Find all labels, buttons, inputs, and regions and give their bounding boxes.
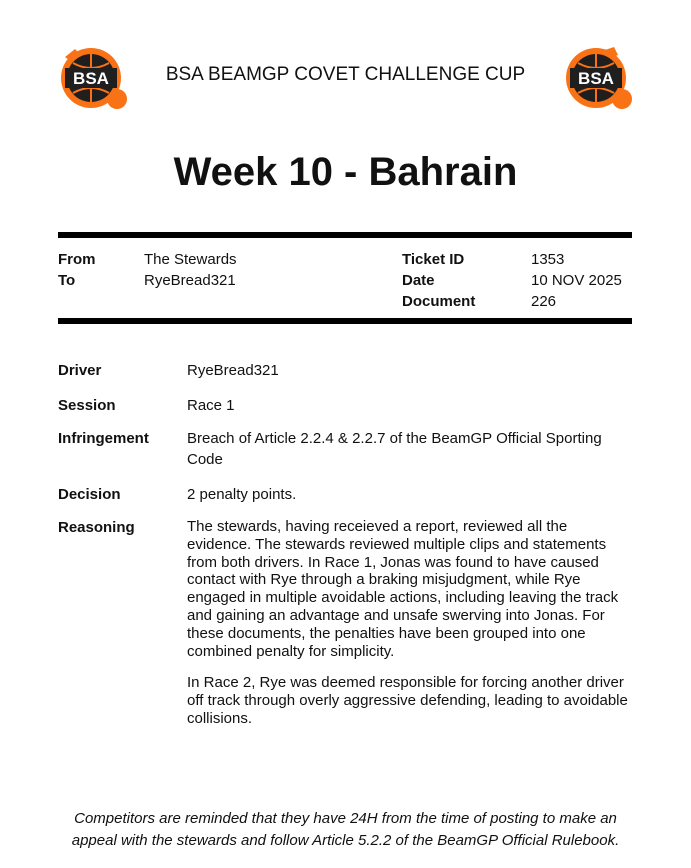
reasoning-paragraph: In Race 2, Rye was deemed responsible for forcing another driver off track through overly aggressive defending, leading to avoidable collisions. (187, 674, 628, 727)
date-value: 10 NOV 2025 (531, 272, 622, 289)
reasoning-value (187, 518, 635, 742)
logo-text: BSA (73, 69, 109, 88)
driver-value: RyeBread321 (187, 362, 279, 379)
organization-title: BSA BEAMGP COVET CHALLENGE CUP (165, 64, 526, 85)
infringement-value: Breach of Article 2.2.4 & 2.2.7 of the BeamGP Official Sporting Code (187, 430, 602, 468)
reasoning-label: Reasoning (58, 519, 135, 536)
infringement-label: Infringement (58, 430, 149, 447)
session-label: Session (58, 397, 116, 414)
divider-bottom (58, 318, 632, 324)
decision-value: 2 penalty points. (187, 486, 297, 503)
footer-line: Competitors are reminded that they have 24H from the time of posting to make an (74, 810, 617, 827)
to-value: RyeBread321 (144, 272, 236, 289)
reasoning-paragraph: The stewards, having receieved a report, reviewed all the evidence. The stewards reviewed multiple clips and statements from both drivers. In Race 1, Jonas was found to have caused contact with Rye through a braking misjudgment, while Rye engaged in multiple avoidable actions, including leaving the track and gaining an advantage and unsafe swerving into Jonas. For these documents, the penalties have been grouped into one combined penalty for simplicity. (187, 518, 619, 660)
driver-label: Driver (58, 362, 102, 379)
from-value: The Stewards (144, 251, 237, 268)
date-label: Date (402, 272, 435, 289)
session-value: Race 1 (187, 397, 235, 414)
bsa-logo-right (562, 45, 634, 111)
ticket-id-label: Ticket ID (402, 251, 465, 268)
logo-text: BSA (578, 69, 614, 88)
to-label: To (58, 272, 76, 289)
document-value: 226 (531, 293, 557, 310)
divider-top (58, 232, 632, 238)
footer-notice (0, 808, 691, 852)
from-label: From (58, 251, 96, 268)
decision-label: Decision (58, 486, 121, 503)
document-label: Document (402, 293, 476, 310)
ticket-id-value: 1353 (531, 251, 565, 268)
page-title: Week 10 - Bahrain (173, 150, 518, 194)
footer-line: appeal with the stewards and follow Article 5.2.2 of the BeamGP Official Rulebook. (71, 832, 620, 849)
